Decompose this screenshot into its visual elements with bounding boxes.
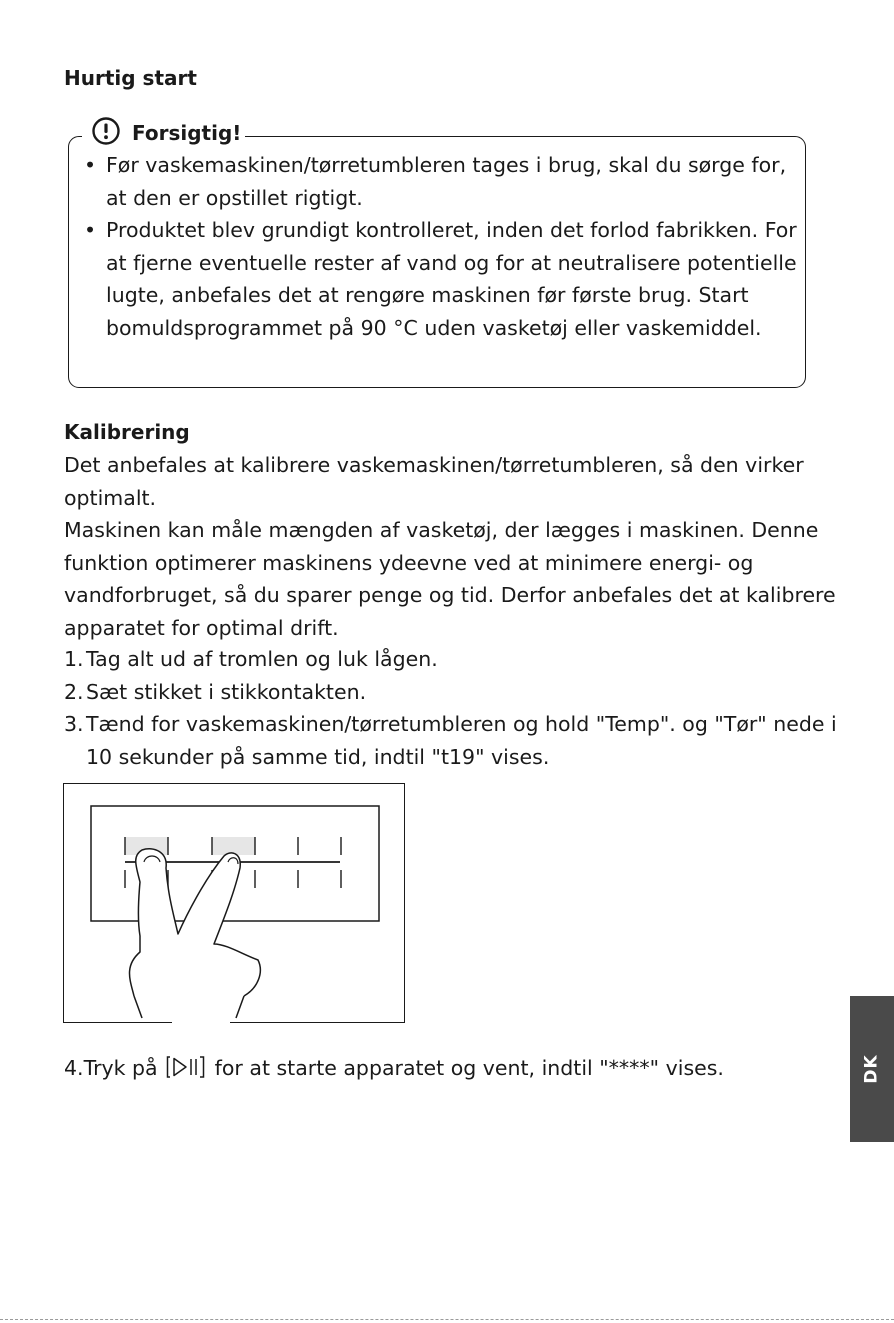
language-tab-label: DK bbox=[861, 1054, 882, 1084]
caution-legend bbox=[82, 118, 245, 148]
step-number: 1. bbox=[64, 647, 84, 671]
quick-start-heading: Hurtig start bbox=[64, 66, 197, 90]
language-tab bbox=[850, 996, 894, 1142]
exclamation-circle-icon bbox=[90, 116, 122, 150]
step4-text-after: for at starte apparatet og vent, indtil "****" vises. bbox=[214, 1056, 724, 1080]
calibration-paragraph: Det anbefales at kalibrere vaskemaskinen/tørretumbleren, så den virker optimalt. bbox=[64, 453, 804, 510]
step-item bbox=[64, 676, 844, 709]
step4-text-before: Tryk på bbox=[83, 1056, 158, 1080]
calibration-steps bbox=[64, 643, 844, 773]
two-finger-press-illustration bbox=[64, 784, 406, 1024]
step-text: Tag alt ud af tromlen og luk lågen. bbox=[86, 647, 438, 671]
step-number: 2. bbox=[64, 679, 84, 704]
step-item-4 bbox=[64, 1052, 724, 1089]
step-item bbox=[64, 708, 844, 773]
calibration-heading: Kalibrering bbox=[64, 420, 190, 444]
step-text: Tænd for vaskemaskinen/tørretumbleren og hold "Temp". og "Tør" nede i 10 sekunder på samme tid, indtil "t19" vises. bbox=[86, 712, 837, 769]
step-number: 4. bbox=[64, 1056, 84, 1080]
calibration-intro bbox=[64, 449, 844, 645]
step-text: Sæt stikket i stikkontakten. bbox=[86, 679, 367, 704]
calibration-illustration bbox=[63, 783, 405, 1023]
calibration-paragraph: Maskinen kan måle mængden af vasketøj, der lægges i maskinen. Denne funktion optimerer maskinens ydeevne ved at minimere energi- og vandforbruget, så du sparer penge og tid. Derfor anbefales det at kalibrere apparatet for optimal drift. bbox=[64, 518, 836, 640]
caution-title: Forsigtig! bbox=[132, 121, 242, 145]
page-footer-divider bbox=[0, 1319, 894, 1320]
caution-item: • Produktet blev grundigt kontrolleret, inden det forlod fabrikken. For at fjerne eventuelle rester af vand og for at neutralisere potentielle lugte, anbefales det at rengøre maskinen før første brug. Start bomuldsprogrammet på 90 °C uden vasketøj eller vaskemiddel. bbox=[82, 214, 812, 344]
step-number: 3. bbox=[64, 712, 84, 737]
caution-list bbox=[82, 149, 812, 345]
caution-item: • Før vaskemaskinen/tørretumbleren tages i brug, skal du sørge for, at den er opstillet rigtigt. bbox=[82, 149, 812, 214]
step-item bbox=[64, 643, 844, 676]
play-pause-icon bbox=[166, 1055, 206, 1089]
